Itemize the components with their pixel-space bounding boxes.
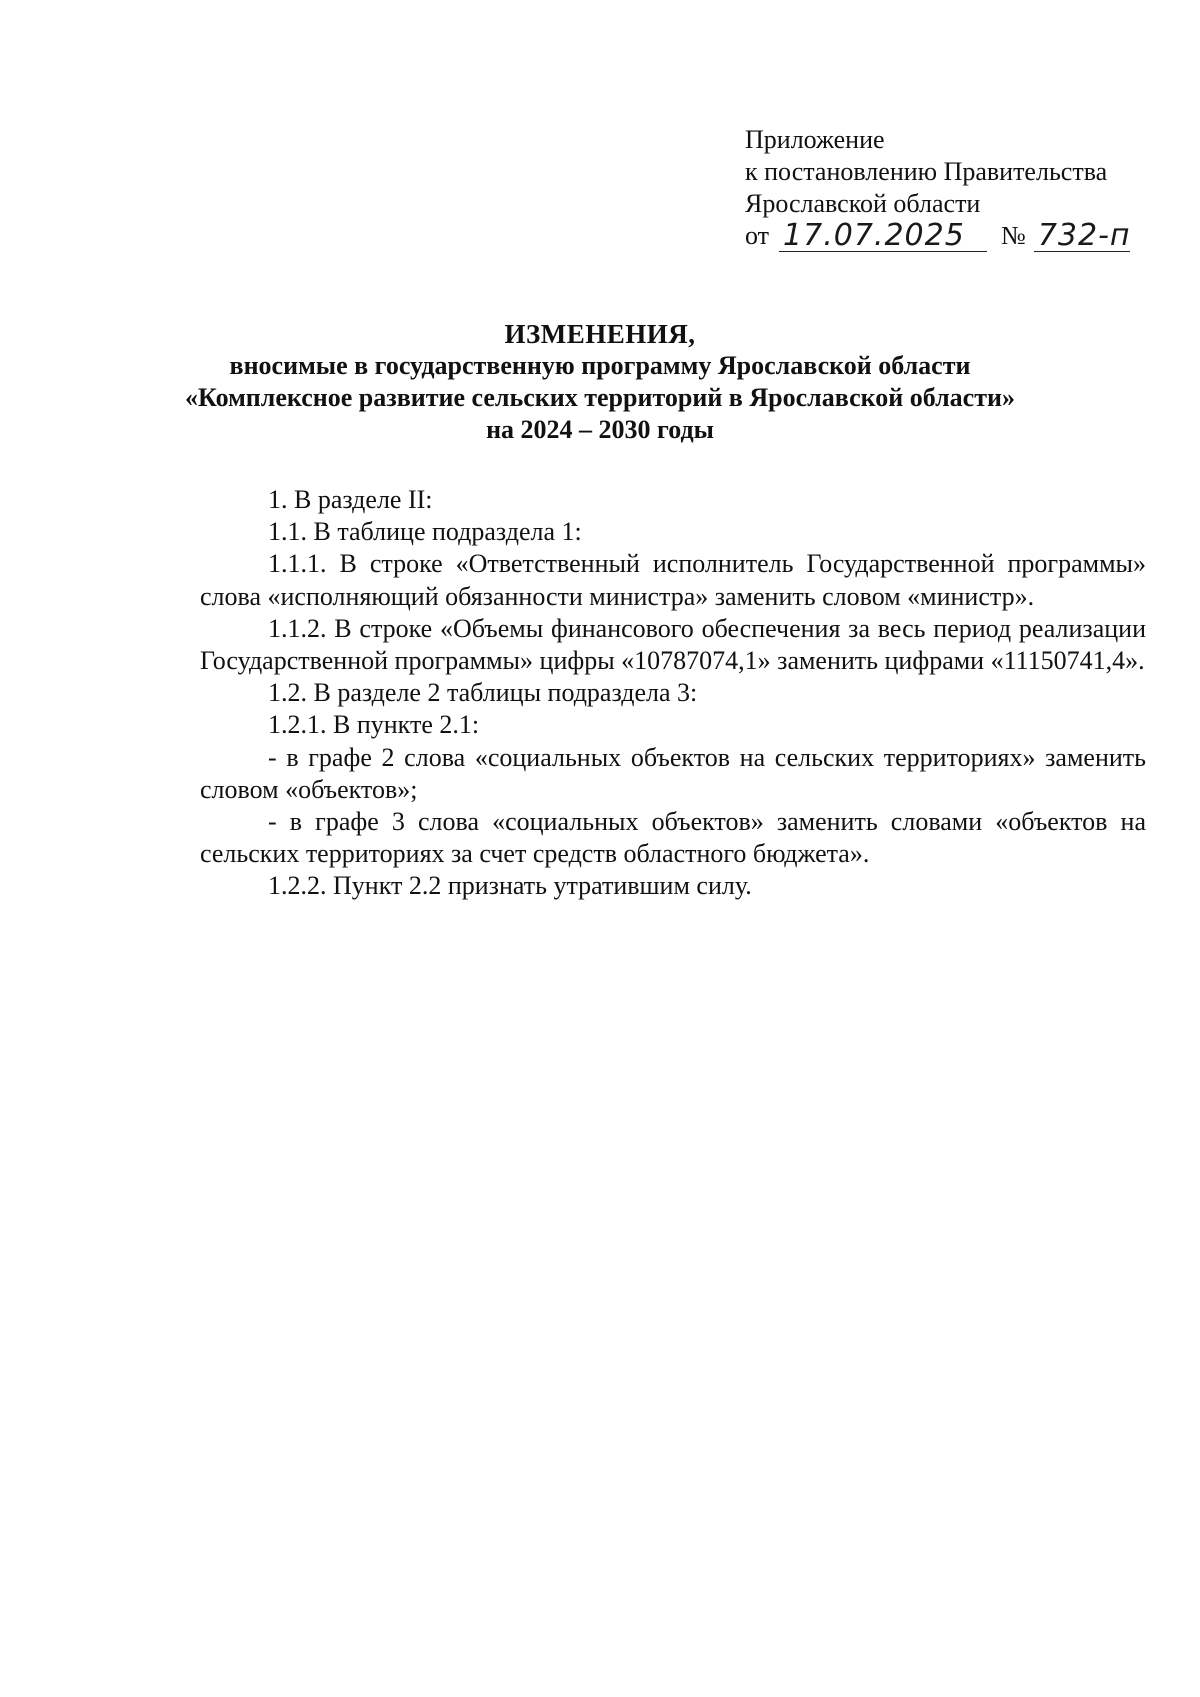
handwritten-date: 17.07.2025 xyxy=(779,221,987,252)
document-body xyxy=(200,484,1146,903)
paragraph-1-2-2: 1.2.2. Пункт 2.2 признать утратившим силу. xyxy=(268,871,752,901)
list-item-column-2: - в графе 2 слова «социальных объектов на сельских территориях» заменить словом «объектов»; xyxy=(200,742,1146,804)
paragraph-1-2: 1.2. В разделе 2 таблицы подраздела 3: xyxy=(268,678,698,708)
paragraph-1-1-1: 1.1.1. В строке «Ответственный исполнитель Государственной программы» слова «исполняющий обязанности министра» заменить словом «министр». xyxy=(200,549,1146,611)
paragraph-1-1: 1.1. В таблице подраздела 1: xyxy=(268,517,582,547)
title-line-4: на 2024 – 2030 годы xyxy=(486,415,714,444)
appendix-header xyxy=(745,124,1165,252)
number-sign: № xyxy=(1001,221,1026,250)
appendix-date-number xyxy=(745,220,1165,252)
appendix-region: Ярославской области xyxy=(745,189,981,218)
title-line-3: «Комплексное развитие сельских территорий в Ярославской области» xyxy=(185,383,1015,412)
date-prefix: от xyxy=(745,221,770,250)
document-title xyxy=(150,318,1050,446)
title-main: ИЗМЕНЕНИЯ, xyxy=(504,319,696,349)
paragraph-1-1-2: 1.1.2. В строке «Объемы финансового обеспечения за весь период реализации Государственной программы» цифры «10787074,1» заменить цифрами «11150741,4». xyxy=(200,613,1146,676)
paragraph-1: 1. В разделе II: xyxy=(268,485,433,514)
appendix-label: Приложение xyxy=(745,125,885,154)
paragraph-1-2-1: 1.2.1. В пункте 2.1: xyxy=(268,710,480,740)
list-item-column-3: - в графе 3 слова «социальных объектов» заменить словами «объектов на сельских территориях за счет средств областного бюджета». xyxy=(200,807,1146,869)
appendix-resolution-ref: к постановлению Правительства xyxy=(745,157,1108,186)
title-line-2: вносимые в государственную программу Ярославской области xyxy=(229,351,971,380)
handwritten-number: 732-п xyxy=(1034,221,1130,252)
